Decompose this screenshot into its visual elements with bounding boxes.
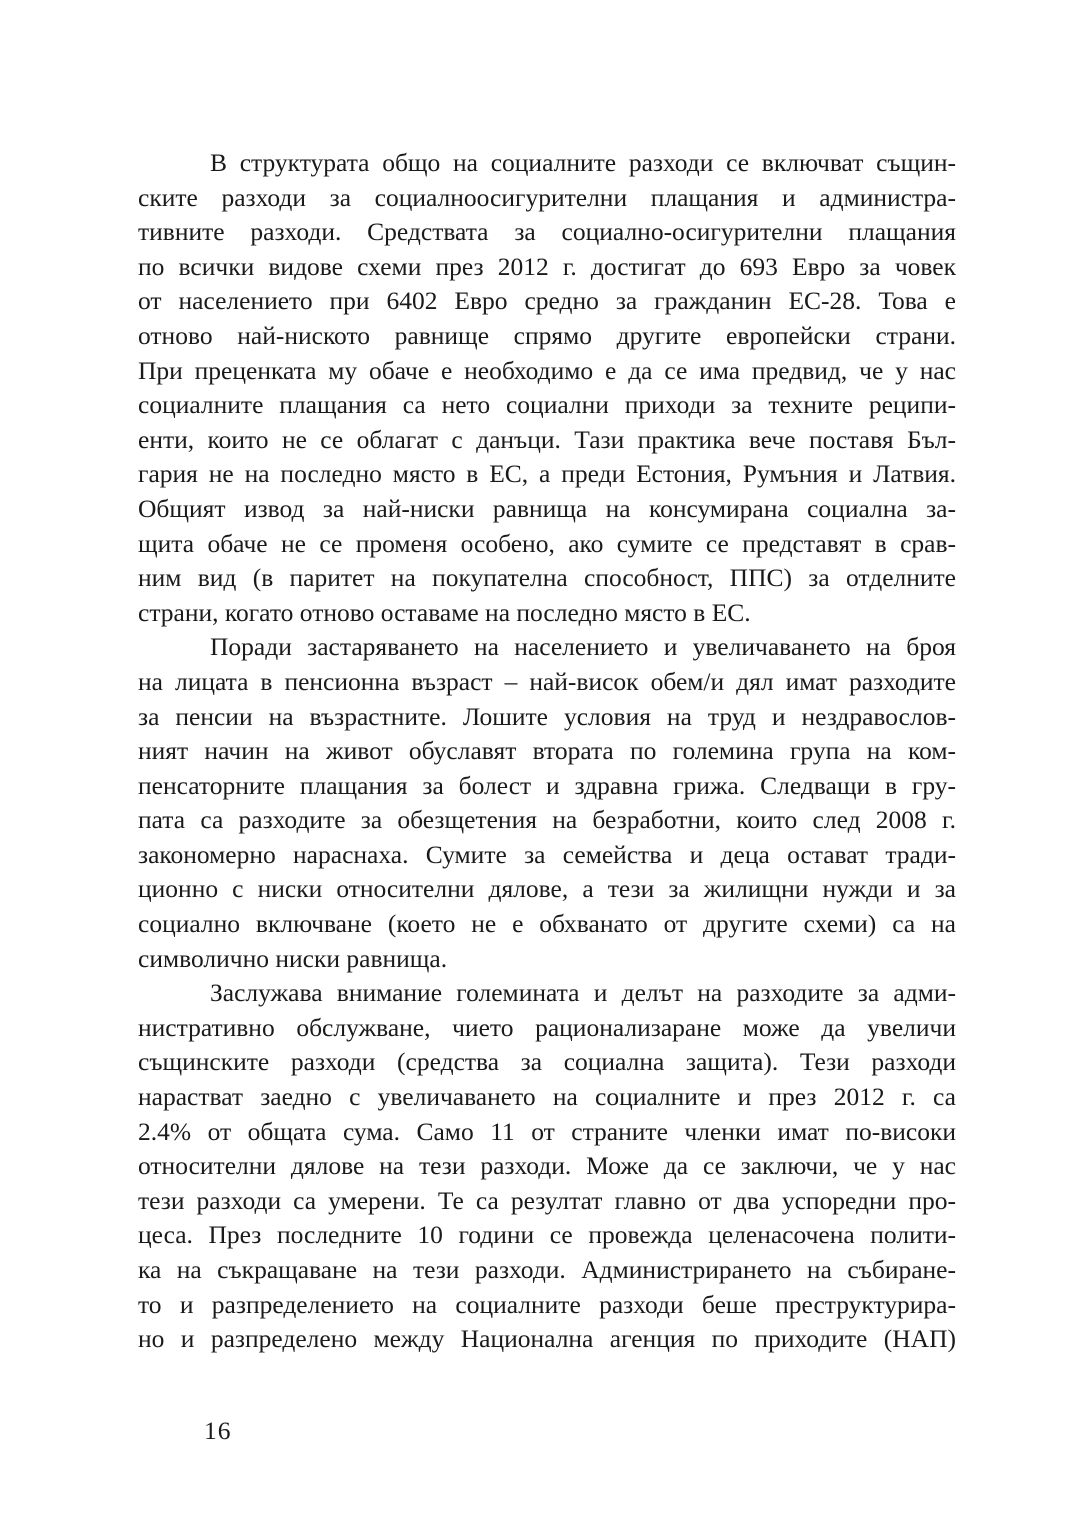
text-line: относителни дялове на тези разходи. Може да се заключи, че у нас [138,1151,956,1181]
text-line: енти, които не се облагат с данъци. Тази практика вече поставя Бъл- [138,424,956,454]
text-line: гария не на последно място в ЕС, а преди Естония, Румъния и Латвия. [138,459,956,489]
text-line: страни, когато отново оставаме на последно място в ЕС. [138,597,751,627]
text-line: социалните плащания са нето социални приходи за техните реципи- [138,390,956,420]
text-line: за пенсии на възрастните. Лошите условия на труд и нездравослов- [138,701,956,731]
text-line: по всички видове схеми през 2012 г. достигат до 693 Евро за човек [138,251,956,281]
text-line: Общият извод за най-ниски равнища на консумирана социална за- [138,493,956,523]
text-line: цеса. През последните 10 години се провежда целенасочена полити- [138,1220,956,1250]
text-line: отново най-ниското равнище спрямо другите европейски страни. [138,320,956,350]
paragraph-3 [138,976,956,1357]
text-line: Поради застаряването на населението и увеличаването на броя [210,632,956,662]
text-line: на лицата в пенсионна възраст – най-висок обем/и дял имат разходите [138,666,956,696]
text-line: от населението при 6402 Евро средно за гражданин ЕС-28. Това е [138,286,956,316]
text-line: ските разходи за социалноосигурителни плащания и администра- [138,182,956,212]
text-line: ним вид (в паритет на покупателна способност, ППС) за отделните [138,563,956,593]
text-line: то и разпределението на социалните разходи беше преструктурира- [138,1289,956,1319]
text-line: тези разходи са умерени. Те са резултат главно от два успоредни про- [138,1185,956,1215]
text-line: В структурата общо на социалните разходи се включват същин- [210,148,956,177]
text-line: социално включване (което не е обхванато от другите схеми) са на [138,909,956,939]
text-line: 2.4% от общата сума. Само 11 от страните членки имат по-високи [138,1116,956,1146]
page-number: 16 [204,1416,232,1445]
text-line: нарастват заедно с увеличаването на социалните и през 2012 г. са [138,1082,956,1112]
text-line: пенсаторните плащания за болест и здравна грижа. Следващи в гру- [138,770,956,800]
text-line: закономерно нараснаха. Сумите за семейства и деца остават тради- [138,839,956,869]
text-line: щита обаче не се променя особено, ако сумите се представят в срав- [138,528,956,558]
text-line: ният начин на живот обуславят втората по големина група на ком- [138,736,956,766]
text-line: При преценката му обаче е необходимо е да се има предвид, че у нас [138,355,956,385]
paragraph-2 [138,630,956,976]
text-line: Заслужава внимание големината и делът на разходите за адми- [210,978,956,1008]
text-line: символично ниски равнища. [138,943,448,973]
text-line: тивните разходи. Средствата за социално-осигурителни плащания [138,217,956,247]
text-line: ционно с ниски относителни дялове, а тези за жилищни нужди и за [138,874,956,904]
text-line: ка на съкращаване на тези разходи. Администрирането на събиране- [138,1255,956,1284]
paragraph-1 [138,146,956,630]
text-line: но и разпределено между Национална агенция по приходите (НАП) [138,1324,956,1354]
text-line: същинските разходи (средства за социална защита). Тези разходи [138,1047,956,1077]
text-line: пата са разходите за обезщетения на безработни, които след 2008 г. [138,805,956,835]
text-line: нистративно обслужване, чието рационализаране може да увеличи [138,1012,956,1042]
page-body [138,146,956,1357]
